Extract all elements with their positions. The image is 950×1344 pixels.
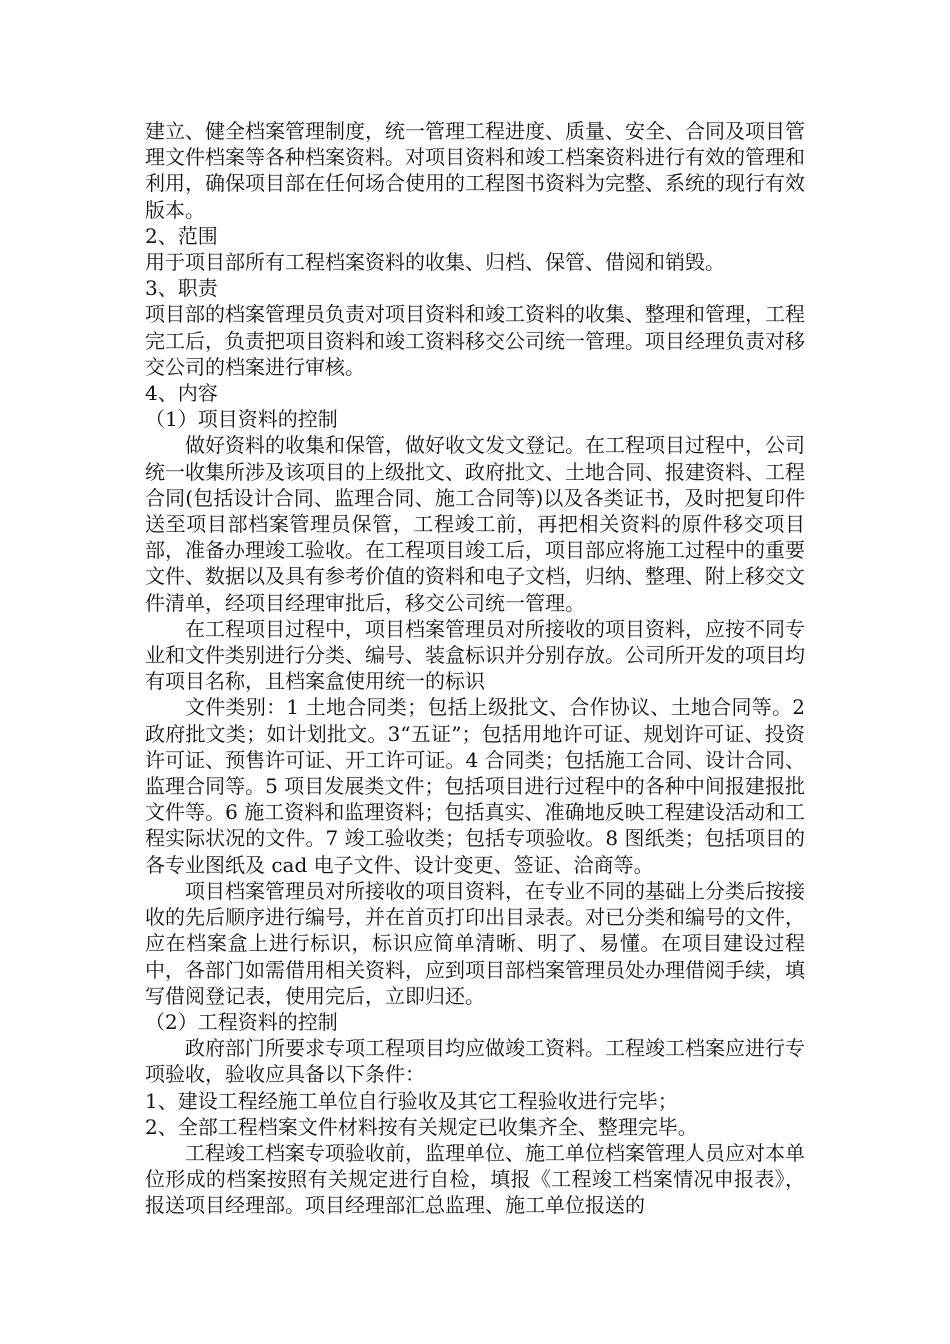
engineering-data-paragraph-2: 工程竣工档案专项验收前，监理单位、施工单位档案管理人员应对本单位形成的档案按照有关规定进行自检，填报《工程竣工档案情况申报表》，报送项目经理部。项目经理部汇总监理、施工单位报送的 xyxy=(145,1140,805,1218)
scope-paragraph: 用于项目部所有工程档案资料的收集、归档、保管、借阅和销毁。 xyxy=(145,250,725,275)
condition-item-1: 1、建设工程经施工单位自行验收及其它工程验收进行完毕； xyxy=(145,1088,678,1113)
project-data-paragraph-2: 在工程项目过程中，项目档案管理员对所接收的项目资料，应按不同专业和文件类别进行分类、编号、装盒标识并分别存放。公司所开发的项目均有项目名称，且档案盒使用统一的标识 xyxy=(145,616,805,694)
file-categories-paragraph: 文件类别：1 土地合同类；包括上级批文、合作协议、土地合同等。2 政府批文类；如计划批文。3“五证”；包括用地许可证、规划许可证、投资许可证、预售许可证、开工许可证。4 合同类；包括施工合同、设计合同、监理合同等。5 项目发展类文件；包括项目进行过程中的各种中间报建报批文件等。6 施工资料和监理资料；包括真实、准确地反映工程建设活动和工程实际状况的文件。7 竣工验收类；包括专项验收。8 图纸类；包括项目的各专业图纸及 cad 电子文件、设计变更、签证、洽商等。 xyxy=(145,695,805,877)
project-data-paragraph-4: 项目档案管理员对所接收的项目资料，在专业不同的基础上分类后按接收的先后顺序进行编号，并在首页打印出目录表。对已分类和编号的文件，应在档案盒上进行标识，标识应简单清晰、明了、易懂。在项目建设过程中，各部门如需借用相关资料，应到项目部档案管理员处办理借阅手续，填写借阅登记表，使用完后，立即归还。 xyxy=(145,878,805,1008)
project-data-paragraph-1: 做好资料的收集和保管，做好收文发文登记。在工程项目过程中，公司统一收集所涉及该项目的上级批文、政府批文、土地合同、报建资料、工程合同(包括设计合同、监理合同、施工合同等)以及各类证书，及时把复印件送至项目部档案管理员保管，工程竣工前，再把相关资料的原件移交项目部，准备办理竣工验收。在工程项目竣工后，项目部应将施工过程中的重要文件、数据以及具有参考价值的资料和电子文档，归纳、整理、附上移交文件清单，经项目经理审批后，移交公司统一管理。 xyxy=(145,433,805,615)
duty-paragraph: 项目部的档案管理员负责对项目资料和竣工资料的收集、整理和管理，工程完工后，负责把项目资料和竣工资料移交公司统一管理。项目经理负责对移交公司的档案进行审核。 xyxy=(145,302,805,379)
content-heading: 4、内容 xyxy=(145,381,218,406)
document-page xyxy=(145,118,805,1219)
engineering-data-control-heading: （2）工程资料的控制 xyxy=(145,1009,338,1034)
intro-paragraph: 建立、健全档案管理制度，统一管理工程进度、质量、安全、合同及项目管理文件档案等各种档案资料。对项目资料和竣工档案资料进行有效的管理和利用，确保项目部在任何场合使用的工程图书资料为完整、系统的现行有效版本。 xyxy=(145,119,805,222)
duty-heading: 3、职责 xyxy=(145,276,218,301)
project-data-control-heading: （1）项目资料的控制 xyxy=(145,407,338,432)
engineering-data-paragraph-1: 政府部门所要求专项工程项目均应做竣工资料。工程竣工档案应进行专项验收，验收应具备以下条件： xyxy=(145,1036,805,1087)
condition-item-2: 2、全部工程档案文件材料按有关规定已收集齐全、整理完毕。 xyxy=(145,1114,698,1139)
scope-heading: 2、范围 xyxy=(145,223,218,248)
